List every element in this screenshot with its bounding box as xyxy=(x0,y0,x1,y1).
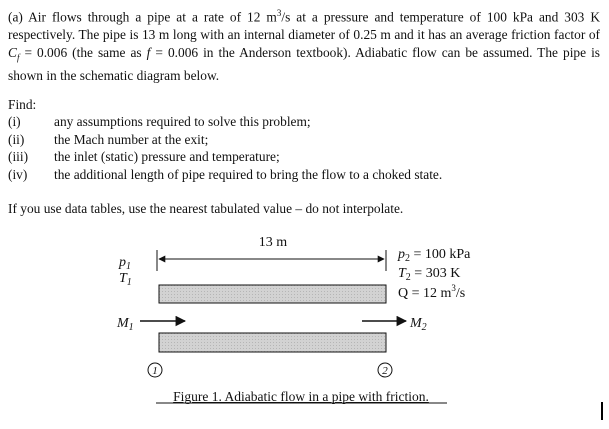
find-heading: Find: xyxy=(8,97,37,112)
find-item-text: the inlet (static) pressure and temperature; xyxy=(54,149,280,164)
statement-text-1: Air flows through a pipe at a rate of 12 m xyxy=(28,9,277,25)
length-label: 13 m xyxy=(258,235,288,250)
find-item-text: the Mach number at the exit; xyxy=(54,131,209,147)
text-cursor-mark xyxy=(601,402,603,420)
inlet-pressure-label: $p_1$ xyxy=(119,255,131,272)
find-item-number: (i) xyxy=(8,114,21,129)
statement-text-4: = 0.006 in the Anderson textbook). Adiabatic flow can be assumed. The pipe is shown in the schematic diagram below. xyxy=(8,45,600,84)
find-item-text: any assumptions required to solve this problem; xyxy=(54,114,311,129)
station-2-number: 2 xyxy=(382,365,388,377)
statement-text-3: = 0.006 (the same as xyxy=(19,45,147,61)
find-item-number: (ii) xyxy=(8,131,25,147)
cf-symbol: C xyxy=(8,45,17,61)
part-label: (a) xyxy=(8,9,23,25)
data-table-advice: If you use data tables, use the nearest tabulated value – do not interpolate. xyxy=(8,201,404,216)
figure-caption: Figure 1. Adiabatic flow in a pipe with friction. xyxy=(173,389,429,404)
outlet-mach-label: $M_2$ xyxy=(410,316,427,333)
find-item-number: (iii) xyxy=(8,149,29,164)
exit-temperature-label: $T_2 = 303$ K xyxy=(398,266,461,283)
station-1-number: 1 xyxy=(152,365,158,377)
flow-rate-label: Q = 12 $m^3/s$ xyxy=(398,283,466,301)
find-item-number: (iv) xyxy=(8,166,28,182)
cf-subscript: f xyxy=(16,53,20,64)
find-item-text: the additional length of pipe required to bring the flow to a choked state. xyxy=(54,166,443,182)
inlet-mach-label: $M_1$ xyxy=(117,316,134,333)
statement-text-2: /s at a pressure and temperature of 100 kPa and 303 K respectively. The pipe is 13 m long with an internal diameter of 0.25 m and it has an average friction factor of xyxy=(8,9,601,43)
pipe-wall-top xyxy=(159,285,386,303)
pipe-wall-bottom xyxy=(159,333,386,352)
exit-pressure-label: $p_2 = 100$ kPa xyxy=(398,247,471,264)
f-symbol: f xyxy=(146,45,151,61)
inlet-temperature-label: $T_1$ xyxy=(119,271,132,288)
cubic-superscript: 3 xyxy=(276,8,282,18)
